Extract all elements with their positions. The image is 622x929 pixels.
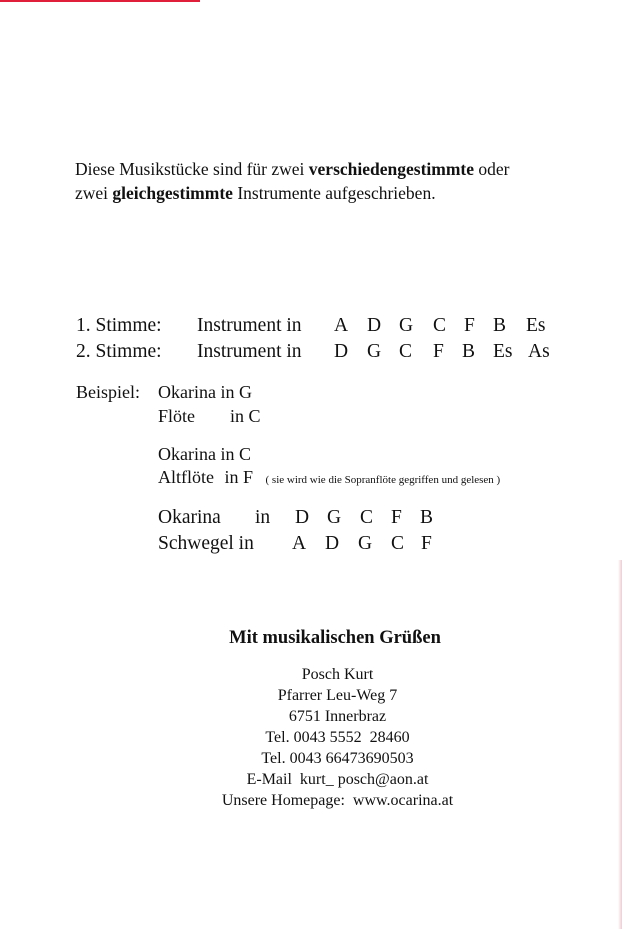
example-key: D <box>325 533 340 554</box>
intro-line-1 <box>75 157 595 181</box>
voice-label: 2. Stimme: <box>76 341 162 362</box>
contact-email: E-Mail kurt_ posch@aon.at <box>246 771 429 788</box>
intro-bold: verschiedengestimmte <box>308 159 475 179</box>
example-key: G <box>327 507 342 528</box>
greeting-heading: Mit musikalischen Grüßen <box>229 628 441 648</box>
voice-key: D <box>367 315 382 336</box>
example-instrument: Flöte <box>158 406 196 426</box>
voice-key: F <box>464 315 475 336</box>
example-key: C <box>360 507 374 528</box>
example-note: ( sie wird wie die Sopranflöte gegriffen und gelesen ) <box>265 474 501 486</box>
example-instrument: Okarina in C <box>158 444 251 464</box>
voice-label: 1. Stimme: <box>76 315 162 336</box>
intro-bold: gleichgestimmte <box>112 183 233 203</box>
voice-key: C <box>433 315 447 336</box>
intro-text: oder <box>474 159 510 179</box>
voice-key: B <box>493 315 507 336</box>
contact-street: Pfarrer Leu-Weg 7 <box>277 687 398 704</box>
example-instrument: Schwegel in <box>158 533 254 554</box>
contact-homepage: Unsere Homepage: www.ocarina.at <box>221 792 454 809</box>
contact-city: 6751 Innerbraz <box>288 708 387 725</box>
example-key: in C <box>230 406 261 426</box>
intro-line-2 <box>75 181 595 205</box>
voice-key: D <box>334 341 349 362</box>
contact-address <box>0 664 622 811</box>
example-key: F <box>421 533 432 554</box>
intro-text: zwei <box>75 183 113 203</box>
example-key: G <box>358 533 373 554</box>
voice-key: G <box>399 315 414 336</box>
contact-name: Posch Kurt <box>301 666 374 683</box>
voice-key: Es <box>526 315 546 336</box>
example-key: in <box>255 507 271 528</box>
voice-key: F <box>433 341 444 362</box>
intro-text: Instrumente aufgeschrieben. <box>232 183 436 203</box>
voice-key: Es <box>493 341 513 362</box>
voice-key: A <box>334 315 349 336</box>
intro-text: Diese Musikstücke sind für zwei <box>75 159 309 179</box>
example-key: F <box>391 507 402 528</box>
example-instrument: Okarina in G <box>158 382 252 402</box>
intro-paragraph <box>75 157 595 205</box>
contact-phone: Tel. 0043 5552 28460 <box>265 729 410 746</box>
example-key: D <box>295 507 310 528</box>
example-key: A <box>292 533 307 554</box>
voice-row <box>0 315 622 341</box>
example-key: B <box>420 507 434 528</box>
example-key-row <box>0 507 622 533</box>
voice-row <box>0 341 622 367</box>
example-key-row <box>0 533 622 559</box>
example-key: in F <box>224 467 254 487</box>
voice-instrument: Instrument in <box>197 315 302 336</box>
contact-phone: Tel. 0043 66473690503 <box>261 750 414 767</box>
voice-key: B <box>462 341 476 362</box>
example-instrument-line <box>158 467 500 488</box>
example-instrument: Okarina <box>158 507 221 528</box>
example-key: C <box>391 533 405 554</box>
voice-key: As <box>528 341 550 362</box>
voice-key: G <box>367 341 382 362</box>
voice-instrument: Instrument in <box>197 341 302 362</box>
page-edge-mark <box>0 0 200 2</box>
example-label: Beispiel: <box>76 382 140 402</box>
example-instrument-line <box>158 406 261 427</box>
voice-key: C <box>399 341 413 362</box>
example-instrument: Altflöte <box>158 467 214 487</box>
